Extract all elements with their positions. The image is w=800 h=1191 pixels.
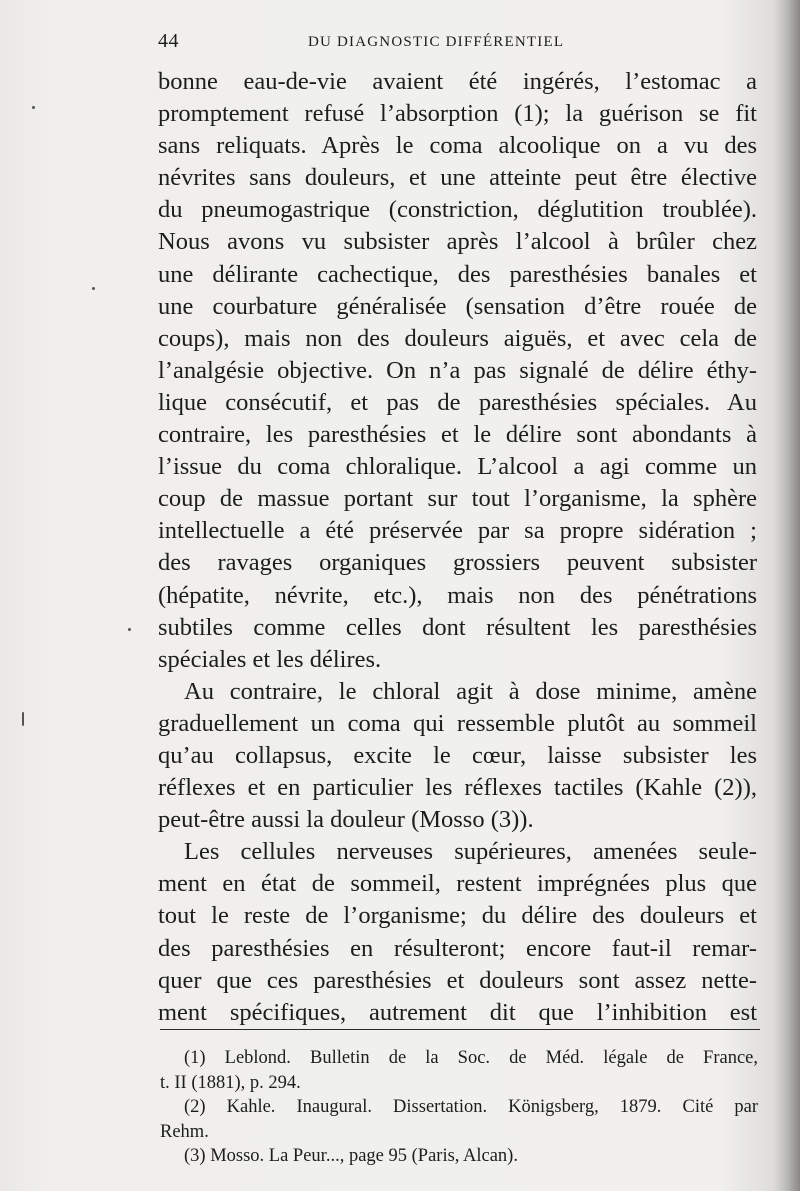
text-line: du pneumogastrique (constriction, déglutition troublée). xyxy=(158,196,757,224)
paper-speck xyxy=(128,628,131,631)
text-line: graduellement un coma qui ressemble plutôt au sommeil xyxy=(158,709,757,737)
footnote-divider xyxy=(160,1029,760,1030)
body-text xyxy=(158,66,757,1029)
text-line: qu’au collapsus, excite le cœur, laisse subsister les xyxy=(158,741,757,769)
page-number: 44 xyxy=(158,30,179,52)
paper-speck xyxy=(92,287,95,290)
text-line: bonne eau-de-vie avaient été ingérés, l’estomac a xyxy=(158,68,757,95)
footnote-continuation: t. II (1881), p. 294. xyxy=(160,1072,301,1093)
text-line: spéciales et les délires. xyxy=(158,645,382,673)
footnote: (2) Kahle. Inaugural. Dissertation. Königsberg, 1879. Cité par xyxy=(184,1097,758,1118)
page-header xyxy=(158,30,758,60)
text-line: Les cellules nerveuses supérieures, amenées seule- xyxy=(184,838,757,866)
footnotes xyxy=(160,1046,758,1169)
text-line: intellectuelle a été préservée par sa propre sidération ; xyxy=(158,517,757,545)
text-line: quer que ces paresthésies et douleurs sont assez nette- xyxy=(158,966,757,994)
text-line: l’analgésie objective. On n’a pas signalé de délire éthy- xyxy=(158,356,757,384)
page-edge-shadow xyxy=(772,0,800,1191)
text-line: ment en état de sommeil, restent imprégnées plus que xyxy=(158,870,757,898)
text-line: coups), mais non des douleurs aiguës, et avec cela de xyxy=(158,324,757,352)
text-line: tout le reste de l’organisme; du délire des douleurs et xyxy=(158,902,757,930)
text-line: (hépatite, névrite, etc.), mais non des pénétrations xyxy=(158,581,757,609)
text-line: coup de massue portant sur tout l’organisme, la sphère xyxy=(158,485,757,513)
text-line: une délirante cachectique, des paresthésies banales et xyxy=(158,260,757,288)
text-line: des ravages organiques grossiers peuvent subsister xyxy=(158,549,757,577)
footnote-continuation: Rehm. xyxy=(160,1121,209,1142)
text-line: peut-être aussi la douleur (Mosso (3)). xyxy=(158,806,534,834)
text-line: réflexes et en particulier les réflexes tactiles (Kahle (2)), xyxy=(158,774,757,802)
text-line: Au contraire, le chloral agit à dose minime, amène xyxy=(184,677,757,705)
text-line: névrites sans douleurs, et une atteinte peut être élective xyxy=(158,164,757,192)
text-line: l’issue du coma chloralique. L’alcool a agi comme un xyxy=(158,453,757,481)
text-line: sans reliquats. Après le coma alcoolique on a vu des xyxy=(158,132,757,160)
text-line: une courbature généralisée (sensation d’être rouée de xyxy=(158,292,757,320)
text-line: ment spécifiques, autrement dit que l’inhibition est xyxy=(158,998,757,1026)
footnote: (1) Leblond. Bulletin de la Soc. de Méd. légale de France, xyxy=(184,1048,758,1068)
text-line: subtiles comme celles dont résultent les paresthésies xyxy=(158,613,757,641)
running-head: DU DIAGNOSTIC DIFFÉRENTIEL xyxy=(308,34,565,50)
text-line: Nous avons vu subsister après l’alcool à brûler chez xyxy=(158,228,757,256)
text-line: lique consécutif, et pas de paresthésies spéciales. Au xyxy=(158,388,757,416)
paper-speck xyxy=(22,712,24,726)
paper-speck xyxy=(32,106,35,109)
text-line: contraire, les paresthésies et le délire sont abondants à xyxy=(158,421,757,449)
text-line: promptement refusé l’absorption (1); la guérison se fit xyxy=(158,100,757,128)
text-line: des paresthésies en résulteront; encore faut-il remar- xyxy=(158,934,757,962)
footnote: (3) Mosso. La Peur..., page 95 (Paris, Alcan). xyxy=(184,1146,518,1167)
